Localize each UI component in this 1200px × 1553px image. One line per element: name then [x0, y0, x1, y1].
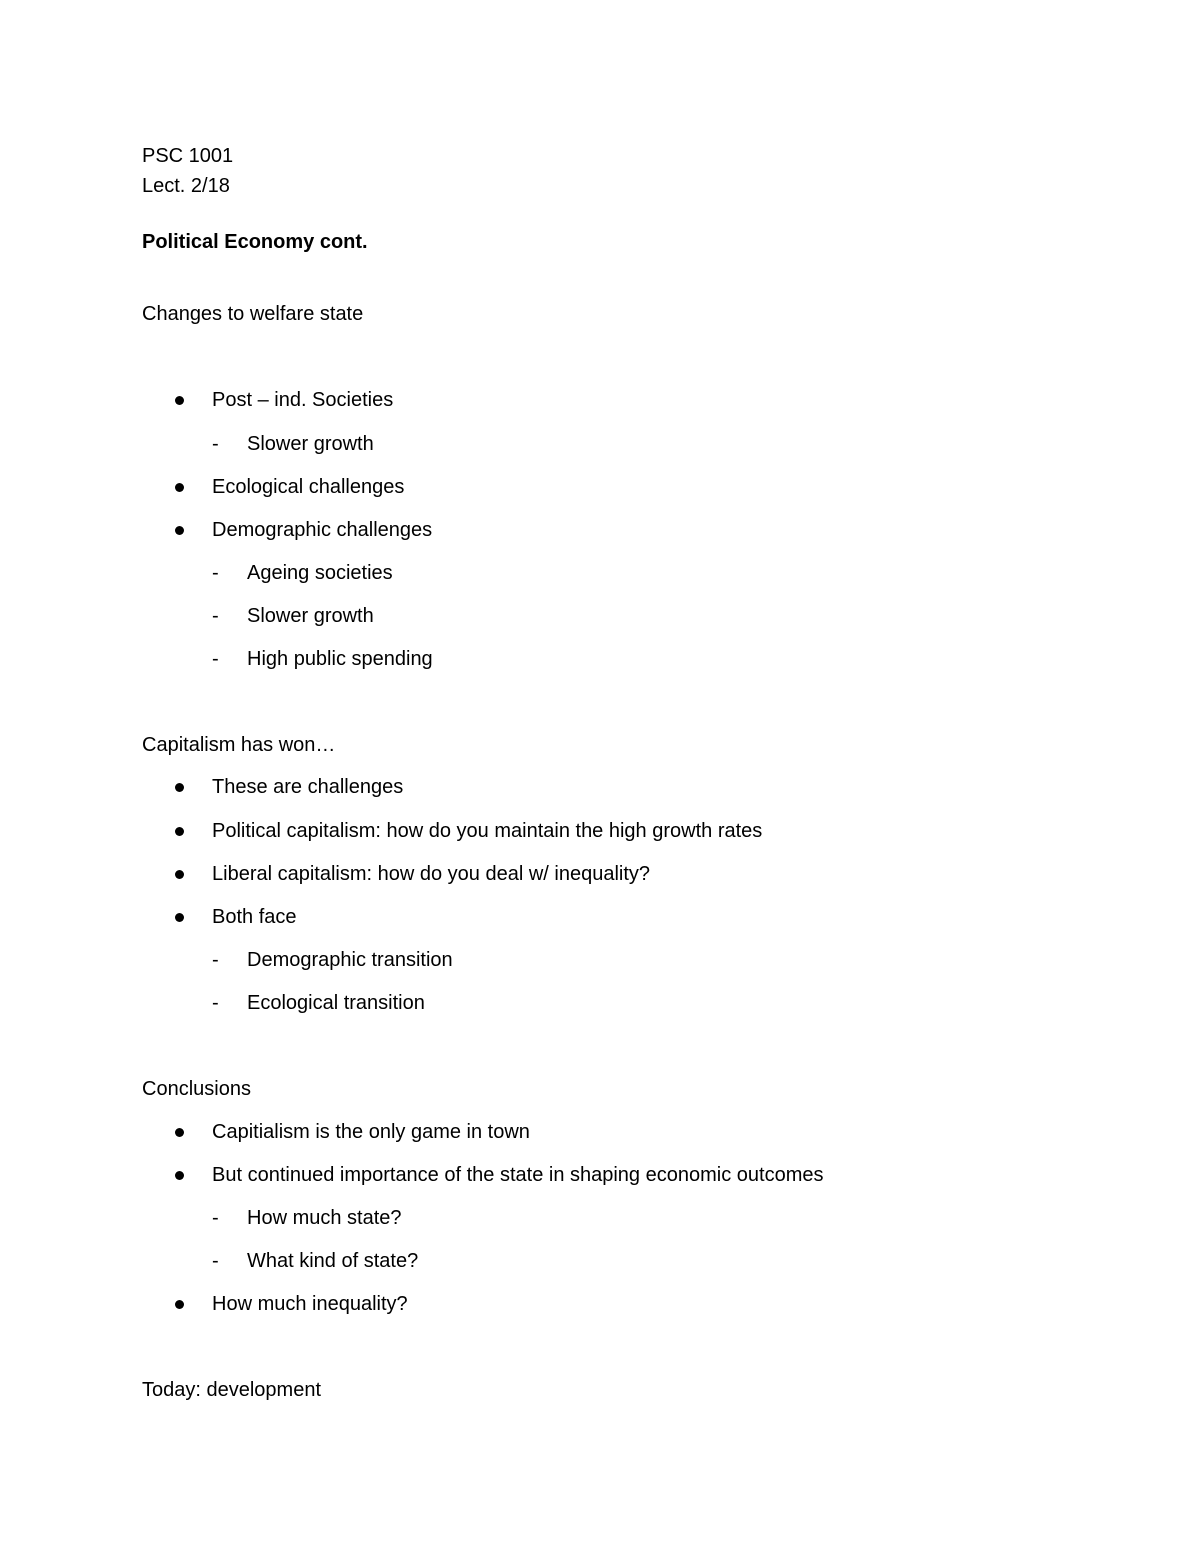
bullet-dot — [175, 483, 184, 492]
bullet-dot — [175, 827, 184, 836]
bullet-dot — [175, 783, 184, 792]
section-heading-conclusions: Conclusions — [142, 1078, 251, 1100]
sub-list-item: Ecological transition — [247, 992, 425, 1014]
dash-marker: - — [212, 949, 219, 971]
list-item: Both face — [212, 906, 297, 928]
list-item: Post – ind. Societies — [212, 389, 394, 411]
list-item: Political capitalism: how do you maintain the high growth rates — [212, 820, 763, 842]
bullet-dot — [175, 1300, 184, 1309]
list-item: But continued importance of the state in shaping economic outcomes — [212, 1164, 824, 1186]
list-item: How much inequality? — [212, 1293, 408, 1315]
bullet-dot — [175, 870, 184, 879]
dash-marker: - — [212, 1207, 219, 1229]
dash-marker: - — [212, 648, 219, 670]
sub-list-item: Ageing societies — [247, 562, 393, 584]
section-heading-capitalism: Capitalism has won… — [142, 734, 336, 756]
bullet-dot — [175, 1128, 184, 1137]
dash-marker: - — [212, 562, 219, 584]
section-heading-welfare: Changes to welfare state — [142, 303, 364, 325]
sub-list-item: How much state? — [247, 1207, 402, 1229]
dash-marker: - — [212, 1250, 219, 1272]
lecture-date: Lect. 2/18 — [142, 175, 230, 197]
bullet-dot — [175, 1171, 184, 1180]
closing-note: Today: development — [142, 1379, 322, 1401]
list-item: Demographic challenges — [212, 519, 433, 541]
sub-list-item: Slower growth — [247, 605, 374, 627]
sub-list-item: High public spending — [247, 648, 433, 670]
list-item: Capitialism is the only game in town — [212, 1121, 530, 1143]
dash-marker: - — [212, 992, 219, 1014]
course-code: PSC 1001 — [142, 145, 234, 167]
bullet-dot — [175, 526, 184, 535]
list-item: Ecological challenges — [212, 476, 405, 498]
sub-list-item: What kind of state? — [247, 1250, 419, 1272]
list-item: Liberal capitalism: how do you deal w/ inequality? — [212, 863, 651, 885]
list-item: These are challenges — [212, 776, 404, 798]
dash-marker: - — [212, 605, 219, 627]
sub-list-item: Slower growth — [247, 433, 374, 455]
document-title: Political Economy cont. — [142, 231, 368, 253]
bullet-dot — [175, 913, 184, 922]
sub-list-item: Demographic transition — [247, 949, 453, 971]
bullet-dot — [175, 396, 184, 405]
dash-marker: - — [212, 433, 219, 455]
